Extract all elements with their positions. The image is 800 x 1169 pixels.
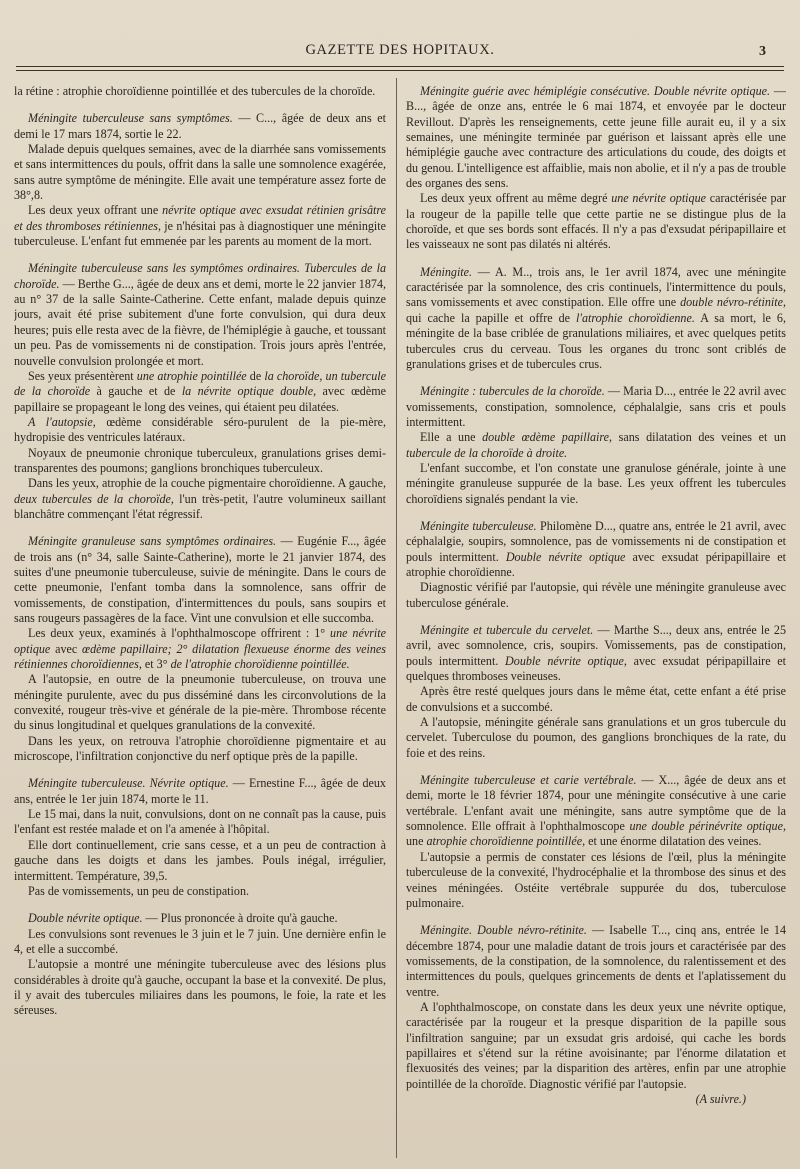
text-run: , une xyxy=(406,819,786,849)
italic-text: double œdème papillaire xyxy=(482,430,610,445)
paragraph xyxy=(14,776,386,807)
text-run: œdème considérable séro-purulent de la pie-mère, hydropisie des ventricules latéraux. xyxy=(14,414,386,445)
text-run: Les deux yeux offrent au même degré xyxy=(420,191,612,206)
text-run: — A. M.., trois ans, le 1er avril 1874, avec une méningite caractérisée par la somnolence, des cris continuels, l'intermittence du pouls, sans vomissements et avec constipation. Elle offre une xyxy=(406,264,786,310)
text-run: Dans les yeux, atrophie de la couche pigmentaire choroïdienne. A gauche, xyxy=(28,476,386,491)
paragraph xyxy=(406,519,786,580)
paragraph xyxy=(406,461,786,507)
text-run: A l'autopsie, méningite générale sans granulations et un gros tubercule du cervelet. Tuberculose du poumon, des ganglions bronchiques de la rate, du foie et des reins. xyxy=(406,715,786,760)
text-run: — Plus prononcée à droite qu'à gauche. xyxy=(142,911,338,926)
text-run: A l'ophthalmoscope, on constate dans les deux yeux une névrite optique, caractérisée par la rougeur et la presque disparition de la papille sous l'infiltration sanguine; par un exsudat gris ardoisé, qui cache les bords papillaires et s'étend sur la rétine avoisinante; par l'énorme dilatation et flexuosités des veines; par la disparition des artères, enfin par une atrophie pointillée de la choroïde. Diagnostic vérifié par l'autopsie. xyxy=(406,999,786,1091)
paragraph xyxy=(14,807,386,838)
text-run: L'enfant succombe, et l'on constate une granulose générale, jointe à une méningite granuleuse suppurée de la base. Les yeux offrent les tubercules choroïdiens signalés pendant la vie. xyxy=(406,460,786,506)
italic-text: une névrite optique xyxy=(611,191,707,206)
italic-text: Méningite tuberculeuse. Névrite optique. xyxy=(28,776,229,791)
paragraph xyxy=(406,84,786,191)
text-run: — Berthe G..., âgée de deux ans et demi, morte le 22 janvier 1874, au n° 37 de la salle Sainte-Catherine. Cette enfant, malade depuis quinze jours, avait été prise subitement d'une forte convulsion, qui dura deux heures; puis elle resta avec de la fièvre, de l'hémiplégie à gauche, et toussant un peu. Pas de vomissements ni de constipation. Trois jours après l'entrée, nouvelle convulsion prolongée et mort. xyxy=(14,276,386,368)
italic-text: une névrite optique xyxy=(14,626,386,656)
text-run: Les convulsions sont revenues le 3 juin et le 7 juin. Une dernière enfin le 4, et elle a succombé. xyxy=(14,926,386,956)
text-run: A sa mort, le 6, méningite de la base criblée de granulations miliaires, et avec quelques petits tubercules crus du cerveau. Tous les organes du tronc sont criblés de granulations grises et de tubercules crus. xyxy=(406,310,786,371)
text-run: Elle a une xyxy=(420,430,483,445)
text-run: Philomène D..., quatre ans, entrée le 21 avril, avec céphalalgie, soupirs, somnolence, pas de vomissements ni de constipation et pouls intermittent. xyxy=(406,518,786,564)
text-run: , l'un très-petit, l'autre volumineux saillant blanchâtre commençant l'état régressif. xyxy=(14,491,386,521)
italic-text: Double névrite optique xyxy=(505,549,626,564)
text-run: la rétine : atrophie choroïdienne pointillée et des tubercules de la choroïde. xyxy=(14,84,376,98)
italic-text: Méningite granuleuse sans symptômes ordinaires. xyxy=(28,534,277,549)
italic-text: A l'autopsie, xyxy=(28,414,96,429)
italic-text: la choroïde, un tubercule de la choroïde xyxy=(14,368,386,399)
continuation-note: (A suivre.) xyxy=(695,1091,746,1106)
text-run: , qui cache la papille et offre de xyxy=(406,295,786,325)
italic-text: Méningite tuberculeuse et carie vertébrale. xyxy=(420,773,637,788)
italic-text: Méningite tuberculeuse sans les symptômes ordinaires. Tubercules de la choroïde. xyxy=(14,261,386,291)
header-rule-bottom xyxy=(16,70,784,71)
paragraph xyxy=(14,261,386,368)
italic-text: tubercule de la choroïde à droite. xyxy=(406,445,568,460)
italic-text: Méningite et tubercule du cervelet. xyxy=(420,623,594,637)
paragraph xyxy=(14,415,386,446)
paragraph xyxy=(406,384,786,430)
italic-text: une atrophie pointillée xyxy=(136,368,247,383)
text-run: , avec œdème papillaire se propageant le long des veines, qui étaient peu dilatées. xyxy=(14,384,386,414)
text-run: Noyaux de pneumonie chronique tuberculeux, granulations grises demi-transparentes des poumons; ganglions bronchiques tuberculeux. xyxy=(14,445,386,475)
italic-text: une double périnévrite optique xyxy=(629,819,783,834)
paragraph xyxy=(406,430,786,461)
paragraph xyxy=(406,623,786,684)
paragraph xyxy=(14,476,386,522)
left-column xyxy=(14,84,386,1159)
italic-text: Méningite. Double névro-rétinite. xyxy=(420,923,587,938)
paragraph xyxy=(406,265,786,372)
italic-text: Méningite. xyxy=(420,264,473,279)
paragraph xyxy=(14,672,386,733)
paragraph xyxy=(406,684,786,715)
paragraph xyxy=(14,911,386,926)
text-run: A l'autopsie, en outre de la pneumonie tuberculeuse, on trouva une méningite purulente, avec du pus disséminé dans les circonvolutions de la convexité, rougeur très-vive et générale de la pie-mère. Thrombose récente du sinus longitudinal et quelques granulations de la convexité. xyxy=(14,672,386,733)
italic-text: névrite optique avec exsudat rétinien grisâtre et des thromboses rétiniennes xyxy=(14,203,386,233)
paragraph xyxy=(14,884,386,899)
paragraph xyxy=(14,111,386,142)
paragraph xyxy=(406,191,786,252)
paragraph xyxy=(406,923,786,1000)
paragraph xyxy=(14,203,386,249)
text-run: , je n'hésitai pas à diagnostiquer une méningite tuberculeuse. L'enfant fut emmenée par les parents au moment de la mort. xyxy=(14,218,386,249)
italic-text: Double névrite optique xyxy=(505,653,624,668)
text-run: avec xyxy=(50,641,83,656)
italic-text: double névro-rétinite xyxy=(680,295,783,310)
page-number: 3 xyxy=(759,44,766,59)
text-run: — Isabelle T..., cinq ans, entrée le 14 décembre 1874, pour une maladie datant de trois jours et caractérisée par des vomissements, de la constipation, de la somnolence, du ralentissement et des intermittences du pouls, quelques grincements de dents et l'aplatissement du ventre. xyxy=(406,923,786,999)
paragraph xyxy=(14,84,386,99)
text-run: Dans les yeux, on retrouva l'atrophie choroïdienne pigmentaire et au microscope, l'infiltration conjonctive du nerf optique près de la papille. xyxy=(14,733,386,764)
italic-text: deux tubercules de la choroïde xyxy=(14,491,171,506)
italic-text: Double névrite optique. xyxy=(28,911,143,926)
paragraph xyxy=(14,626,386,672)
paragraph xyxy=(14,446,386,477)
italic-text: de l'atrophie choroïdienne pointillée. xyxy=(170,657,350,672)
paragraph xyxy=(14,927,386,958)
paragraph xyxy=(14,534,386,626)
text-run: L'autopsie a montré une méningite tuberculeuse avec des lésions plus considérables à droite qu'à gauche, occupant la base et la convexité. De plus, il y avait des tubercules miliaires dans les poumons, le foie, la rate et les séreuses. xyxy=(14,957,386,1018)
italic-text: Méningite guérie avec hémiplégie consécutive. Double névrite optique. xyxy=(420,84,771,98)
text-run: — X..., âgée de deux ans et demi, morte le 18 février 1874, pour une méningite consécutive à une carie vertébrale. L'enfant avait une méningite, sans autre symptôme que de la somnolence. Elle offrait à l'ophthalmoscope xyxy=(406,773,786,834)
italic-text: Méningite : tubercules de la choroïde. xyxy=(420,384,605,399)
italic-text: la névrite optique double xyxy=(181,384,314,399)
text-run: à gauche et de xyxy=(90,384,182,399)
text-run: , et une énorme dilatation des veines. xyxy=(582,834,762,849)
text-run: Malade depuis quelques semaines, avec de la diarrhée sans vomissements et sans intermittences du pouls, offrit dans la salle une somnolence exagérée, sans autre symptôme de méningite. Elle avait une température assez forte de 38°,8. xyxy=(14,142,386,203)
text-run: , et 3° xyxy=(138,657,171,672)
paragraph xyxy=(406,580,786,611)
text-run: Le 15 mai, dans la nuit, convulsions, dont on ne connaît pas la cause, puis l'enfant est restée malade et on l'a amenée à l'hôpital. xyxy=(14,807,386,837)
text-run: , sans dilatation des veines et un xyxy=(609,430,786,445)
page-header xyxy=(16,42,784,62)
text-run: Les deux yeux, examinés à l'ophthalmoscope offrirent : 1° xyxy=(28,626,331,641)
italic-text: œdème papillaire; 2° dilatation flexueuse énorme des veines rétiniennes choroïdiennes xyxy=(14,641,386,672)
text-run: Pas de vomissements, un peu de constipation. xyxy=(28,883,250,898)
text-run: Diagnostic vérifié par l'autopsie, qui révèle une méningite granuleuse avec tuberculose générale. xyxy=(406,580,786,610)
italic-text: Méningite tuberculeuse. xyxy=(420,518,537,533)
running-title: GAZETTE DES HOPITAUX. xyxy=(305,42,495,58)
text-run: Après être resté quelques jours dans le même état, cette enfant a été prise de convulsions et a succombé. xyxy=(406,684,786,714)
paragraph xyxy=(406,999,786,1106)
paragraph xyxy=(406,850,786,911)
header-rule-top xyxy=(16,66,784,67)
text-run: Ses yeux présentèrent xyxy=(28,368,137,383)
paragraph xyxy=(14,734,386,765)
text-run: Elle dort continuellement, crie sans cesse, et a un peu de contraction à gauche dans les doigts et dans les jambes. Pouls inégal, irrégulier, intermittent. Température, 39,5. xyxy=(14,837,386,883)
text-run: — Marthe S..., deux ans, entrée le 25 avril, avec somnolence, cris, soupirs. Vomissements, pas de constipation, pouls intermittent. xyxy=(406,623,786,668)
text-run: — Eugénie F..., âgée de trois ans (n° 34, salle Sainte-Catherine), morte le 21 janvier 1874, des suites d'une pneumonie tuberculeuse, suivie de méningite. Dans le cours de cette pneumonie, l'enfant tomba dans la somnolence, sans offrir de vomissements, de constipation, d'intermittences du pouls, sans soupirs et sans rougeurs passagères de la face. Vint une convulsion et elle succomba. xyxy=(14,534,386,625)
paragraph xyxy=(14,142,386,203)
italic-text: Méningite tuberculeuse sans symptômes. xyxy=(28,111,233,126)
paragraph xyxy=(406,715,786,761)
column-separator xyxy=(396,78,397,1158)
text-run: — Ernestine F..., âgée de deux ans, entrée le 1er juin 1874, morte le 11. xyxy=(14,776,386,806)
text-run: , avec exsudat péripapillaire et quelques thromboses veineuses. xyxy=(406,653,786,684)
text-run: Les deux yeux offrant une xyxy=(28,203,163,218)
text-run: — Maria D..., entrée le 22 avril avec vomissements, constipation, somnolence, céphalalgie, sans cris et pouls intermittent. xyxy=(406,384,786,429)
paragraph xyxy=(14,369,386,415)
text-run: — B..., âgée de onze ans, entrée le 6 mai 1874, et envoyée par le docteur Revillout. D'après les renseignements, cette jeune fille aurait eu, il y a six semaines, une méningite terminée par guérison et laissant après elle une hémiplégie gauche avec contracture des articulations du coude, des doigts et du genou. L'intelligence est affaiblie, mais non abolie, et il n'y a pas de trouble des organes des sens. xyxy=(406,84,786,191)
text-run: L'autopsie a permis de constater ces lésions de l'œil, plus la méningite tuberculeuse de la convexité, l'hydrocéphalie et la thrombose des sinus et des veines méningées. Ostéite vertébrale suppurée du dos, tuberculose pulmonaire. xyxy=(406,849,786,910)
paragraph xyxy=(14,838,386,884)
right-column xyxy=(406,84,786,1159)
paragraph xyxy=(406,773,786,850)
text-run: avec exsudat péripapillaire et atrophie choroïdienne. xyxy=(406,549,786,579)
text-run: caractérisée par la rougeur de la papille telle que cette partie ne se distingue plus de la choroïde, et que ses bords sont effacés. Il n'y a pas d'exsudat péripapillaire et les vaisseaux ne sont pas dilatés ni altérés. xyxy=(406,191,786,252)
text-run: — C..., âgée de deux ans et demi le 17 mars 1874, sortie le 22. xyxy=(14,111,386,141)
italic-text: atrophie choroïdienne pointillée xyxy=(426,834,583,849)
italic-text: l'atrophie choroïdienne. xyxy=(576,310,695,325)
paragraph xyxy=(14,957,386,1018)
text-run: de xyxy=(246,368,265,383)
